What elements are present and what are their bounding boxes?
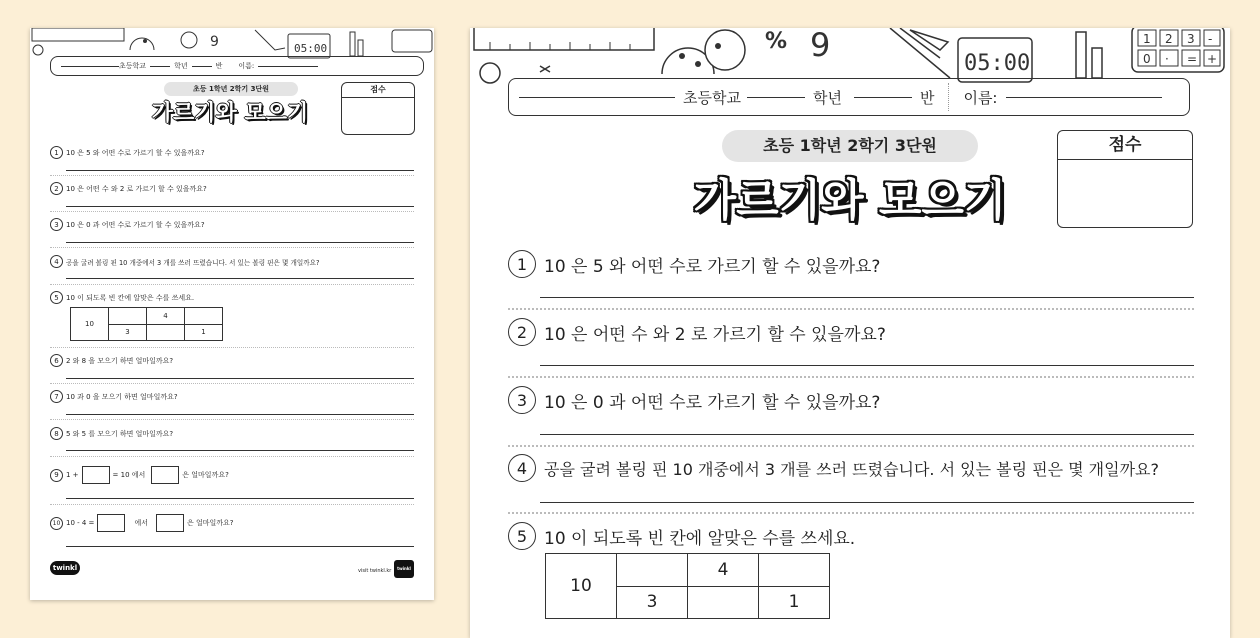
divider: [50, 211, 414, 212]
grade-label: 학년: [812, 88, 842, 107]
answer-line[interactable]: [66, 378, 414, 379]
clock-doodle: 05:00: [294, 42, 328, 55]
question-2: [50, 182, 207, 195]
number-grid: [70, 307, 223, 341]
answer-line[interactable]: [66, 242, 414, 243]
question-number: 1: [50, 146, 63, 159]
score-box[interactable]: [1057, 130, 1193, 228]
svg-text:=: =: [1187, 52, 1198, 66]
number-grid: [545, 553, 830, 619]
class-blank[interactable]: [192, 66, 212, 67]
blank-box[interactable]: [156, 514, 184, 532]
school-label: 초등학교: [119, 62, 147, 70]
grid-cell[interactable]: [147, 324, 185, 341]
question-5: [508, 522, 855, 550]
question-number: 3: [50, 218, 63, 231]
question-number: 8: [50, 427, 63, 440]
twinkl-logo: twinkl: [50, 561, 80, 575]
blank-box[interactable]: [151, 466, 179, 484]
divider: [50, 284, 414, 285]
answer-line[interactable]: [540, 502, 1194, 503]
answer-line[interactable]: [540, 365, 1194, 366]
score-label: 점수: [342, 83, 414, 98]
svg-text:3: 3: [1187, 32, 1195, 46]
grid-cell[interactable]: 3: [617, 586, 688, 619]
svg-text:·: ·: [1165, 52, 1169, 66]
question-6: [50, 354, 173, 367]
divider: [508, 512, 1194, 514]
answer-line[interactable]: [66, 206, 414, 207]
question-text: 10 과 0 을 모으기 하면 얼마일까요?: [66, 392, 178, 401]
subtitle-pill: 초등 1학년 2학기 3단원: [722, 130, 978, 162]
answer-line[interactable]: [66, 498, 414, 499]
question-1: [508, 250, 880, 278]
question-1: [50, 146, 205, 159]
answer-line[interactable]: [540, 434, 1194, 435]
question-text: 은 얼마일까요?: [182, 471, 229, 479]
question-5: [50, 291, 194, 304]
question-number: 4: [50, 255, 63, 268]
question-text: 은 얼마일까요?: [186, 519, 234, 527]
svg-text:1: 1: [1143, 32, 1151, 46]
blank-box[interactable]: [82, 466, 110, 484]
svg-text:2: 2: [1165, 32, 1173, 46]
student-info-box: [508, 78, 1190, 116]
divider: [50, 456, 414, 457]
answer-line[interactable]: [66, 450, 414, 451]
grid-cell[interactable]: [688, 586, 759, 619]
divider: [50, 247, 414, 248]
divider: [50, 383, 414, 384]
question-text: 10 은 5 와 어떤 수로 가르기 할 수 있을까요?: [544, 256, 881, 277]
question-text: 공을 굴려 볼링 핀 10 개중에서 3 개를 쓰러 뜨렸습니다. 서 있는 볼링 핀은 몇 개일까요?: [544, 459, 1159, 479]
question-2: [508, 318, 886, 346]
info-divider: [948, 83, 949, 111]
question-number: 5: [50, 291, 63, 304]
class-label: 반: [215, 62, 223, 70]
page-title: 가르기와 모으기: [151, 101, 309, 126]
score-label: 점수: [1058, 131, 1192, 160]
question-text: 10 은 5 와 어떤 수로 가르기 할 수 있을까요?: [66, 148, 205, 157]
blank-box[interactable]: [97, 514, 125, 532]
divider: [50, 419, 414, 420]
grade-label: 학년: [174, 62, 188, 70]
question-number: 7: [50, 390, 63, 403]
grade-blank[interactable]: [150, 66, 170, 67]
question-4: [508, 454, 1159, 482]
divider: [508, 308, 1194, 310]
name-label: 이름:: [963, 88, 998, 107]
class-blank[interactable]: [854, 97, 912, 98]
question-7: [50, 390, 178, 403]
student-info-box: [50, 56, 424, 76]
question-text: = 10 에서: [112, 471, 146, 479]
grid-cell[interactable]: [109, 308, 147, 325]
question-number: 10: [50, 517, 63, 530]
clock-doodle: 05:00: [964, 51, 1031, 76]
school-blank[interactable]: [61, 66, 119, 67]
question-text: 10 은 0 과 어떤 수로 가르기 할 수 있을까요?: [544, 392, 881, 413]
grid-whole: 10: [71, 308, 109, 341]
question-text: 5 와 5 를 모으기 하면 얼마일까요?: [66, 429, 174, 438]
question-3: [508, 386, 880, 414]
worksheet-thumbnail: [30, 28, 434, 600]
subtitle-pill: 초등 1학년 2학기 3단원: [164, 82, 298, 96]
question-number: 6: [50, 354, 63, 367]
name-blank[interactable]: [258, 66, 318, 67]
question-text: 1 +: [66, 471, 79, 479]
answer-line[interactable]: [66, 414, 414, 415]
class-label: 반: [919, 88, 935, 107]
percent-doodle: %: [765, 29, 788, 54]
question-4: [50, 255, 319, 268]
grid-cell[interactable]: [617, 554, 688, 587]
grid-whole: 10: [546, 554, 617, 619]
divider: [508, 445, 1194, 447]
footer-url: visit twinkl.kr: [358, 568, 392, 574]
worksheet-main: [470, 28, 1230, 638]
answer-line[interactable]: [66, 278, 414, 279]
question-8: [50, 427, 173, 440]
question-3: [50, 218, 205, 231]
grid-cell[interactable]: 4: [688, 554, 759, 587]
question-number: 4: [508, 454, 536, 482]
question-text: 에서: [134, 519, 148, 527]
answer-line[interactable]: [66, 546, 414, 547]
name-blank[interactable]: [1006, 97, 1162, 98]
name-label: 이름:: [238, 62, 255, 70]
grid-cell[interactable]: [759, 554, 830, 587]
school-label: 초등학교: [683, 88, 741, 107]
divider: [50, 347, 414, 348]
question-number: 9: [50, 469, 63, 482]
grid-cell[interactable]: [185, 308, 223, 325]
question-text: 10 은 어떤 수 와 2 로 가르기 할 수 있을까요?: [544, 324, 886, 345]
question-number: 5: [508, 522, 536, 550]
question-number: 2: [50, 182, 63, 195]
score-box[interactable]: [341, 82, 415, 135]
answer-line[interactable]: [66, 170, 414, 171]
question-number: 2: [508, 318, 536, 346]
question-10: [50, 514, 233, 532]
grid-cell[interactable]: 4: [147, 308, 185, 325]
question-text: 10 - 4 =: [66, 519, 95, 527]
grid-cell[interactable]: 3: [109, 324, 147, 341]
digit-doodle: 9: [810, 28, 831, 64]
divider: [508, 376, 1194, 378]
question-number: 1: [508, 250, 536, 278]
question-text: 2 와 8 을 모으기 하면 얼마일까요?: [66, 356, 174, 365]
grid-cell[interactable]: 1: [185, 324, 223, 341]
divider: [50, 504, 414, 505]
grade-blank[interactable]: [747, 97, 805, 98]
question-text: 10 이 되도록 빈 칸에 알맞은 수를 쓰세요.: [66, 293, 195, 302]
svg-text:0: 0: [1143, 52, 1151, 66]
page-title: 가르기와 모으기: [693, 175, 1007, 226]
school-blank[interactable]: [519, 97, 675, 98]
svg-text:-: -: [1208, 32, 1213, 46]
digit-doodle: 9: [210, 34, 219, 50]
answer-line[interactable]: [540, 297, 1194, 298]
question-text: 10 이 되도록 빈 칸에 알맞은 수를 쓰세요.: [544, 528, 856, 549]
question-text: 공을 굴려 볼링 핀 10 개중에서 3 개를 쓰러 뜨렸습니다. 서 있는 볼링 핀은 몇 개일까요?: [66, 258, 320, 267]
question-text: 10 은 어떤 수 와 2 로 가르기 할 수 있을까요?: [66, 184, 207, 193]
grid-cell[interactable]: 1: [759, 586, 830, 619]
divider: [50, 175, 414, 176]
twinkl-badge: twinkl: [394, 560, 414, 578]
question-number: 3: [508, 386, 536, 414]
question-9: [50, 466, 229, 484]
question-text: 10 은 0 과 어떤 수로 가르기 할 수 있을까요?: [66, 220, 205, 229]
svg-text:+: +: [1207, 52, 1218, 66]
